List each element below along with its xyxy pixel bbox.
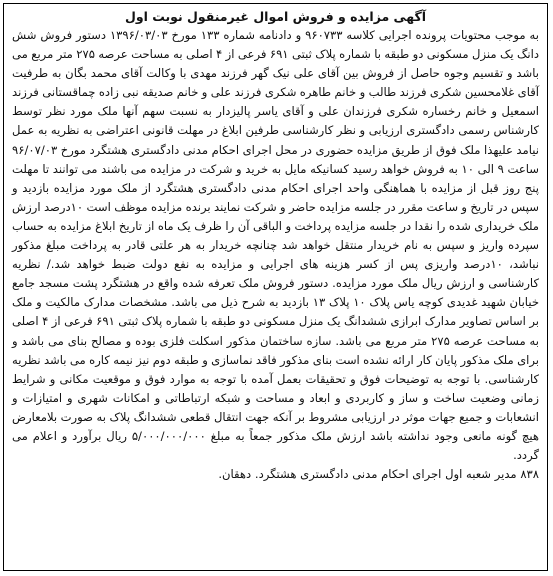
notice-signature: ۸۳۸ مدیر شعبه اول اجرای احکام مدنی دادگستری هشتگرد. دهقان. bbox=[218, 467, 539, 482]
notice-body: به موجب محتویات پرونده اجرایی کلاسه ۹۶۰۷۳۳ و دادنامه شماره ۱۳۳ مورخ ۱۳۹۶/۰۳/۰۳ دستور فروش شش دانگ یک منزل مسکونی دو طبقه با شماره پلاک ثبتی ۶۹۱ فرعی از ۴ اصلی به مساحت عرصه ۲۷۵ متر مربع می باشد و تقسیم وجوه حاصل از فروش بین آقای علی نیک گهر فرزند مهدی با وکالت آقای محمد بگان به طرفیت آقای غلامحسین شکری فرزند طالب و خانم طاهره شکری فرزند علی و خانم صدیقه نبی زاده چماقستانی فرزند اسمعیل و خانم رخساره شکری فرزندان علی و آقای یاسر پالیزدار به نسبت سهم آنها ملک مورد نظر توسط کارشناس رسمی دادگستری ارزیابی و نظر کارشناسی طرفین ابلاغ در مهلت قانونی اعتراضی به نظریه به عمل نیامد علیهذا ملک فوق از طریق مزایده حضوری در محل اجرای احکام مدنی دادگستری هشتگرد مورخ ۹۶/۰۷/۰۳ ساعت ۹ الی ۱۰ به فروش خواهد رسید کسانیکه مایل به خرید و شرکت در مزایده می باشند می توانند تا مهلت پنج روز قبل از مزایده با هماهنگی واحد اجرای احکام مدنی دادگستری هشتگرد از ملک مورد مزایده بازدید و سپس در تاریخ و ساعت مقرر در جلسه مزایده حاضر و شرکت نمایند برنده مزایده موظف است ۱۰درصد ارزش ملک خریداری شده را نقدا در جلسه مزایده پرداخت و الباقی آن را ظرف یک ماه از تاریخ ابلاغ مزایده به حساب سپرده واریز و سپس به نام خریدار منتقل خواهد شد چنانچه خریدار به هر علتی قادر به پرداخت مبلغ مذکور نباشد، ۱۰درصد واریزی پس از کسر هزینه های اجرایی و مزایده به نفع دولت ضبط خواهد شد./ نظریه کارشناسی و ارزش ریال ملک مورد مزایده. دستور فروش ملک تعرفه شده واقع در هشتگرد پشت مسجد جامع خیابان شهید غدیدی کوچه یاس پلاک ۱۰ پلاک ۱۳ بازدید به شرح ذیل می باشد. مشخصات مدارک مالکیت و ملک بر اساس تصاویر مدارک ابرازی ششدانگ یک منزل مسکونی دو طبقه با شماره پلاک ثبتی ۶۹۱ فرعی از ۴ اصلی به مساحت عرصه ۲۷۵ متر مربع می باشد. سازه ساختمان مذکور اسکلت فلزی بوده و مصالح بنای می باشد و برای ملک مذکور پایان کار ارائه نشده است بنای مذکور فاقد نماسازی و طبقه دوم نیز نیمه کاره می باشد نظریه کارشناسی. با توجه به توضیحات فوق و تحقیقات بعمل آمده با توجه به موارد فوق و موقعیت مکانی و شرایط زمانی وضعیت ساخت و ساز و کاربردی و ابعاد و مساحت و شبکه ارتباطاتی و امکانات شهری و امتیازات و انشعابات و جمیع جهات موثر در ارزیابی مشروط بر آنکه جهت انتقال قطعی ششدانگ پلاک به صورت بلامعارض هیچ گونه مانعی وجود نداشته باشد ارزش ملک مذکور جمعاً به مبلغ ۵/۰۰۰/۰۰۰/۰۰۰ ریال برآورد و اعلام می گردد. bbox=[12, 28, 540, 463]
notice-title: آگهی مزایده و فروش اموال غیرمنقول نوبت اول bbox=[124, 9, 427, 24]
legal-notice-box bbox=[3, 3, 548, 571]
